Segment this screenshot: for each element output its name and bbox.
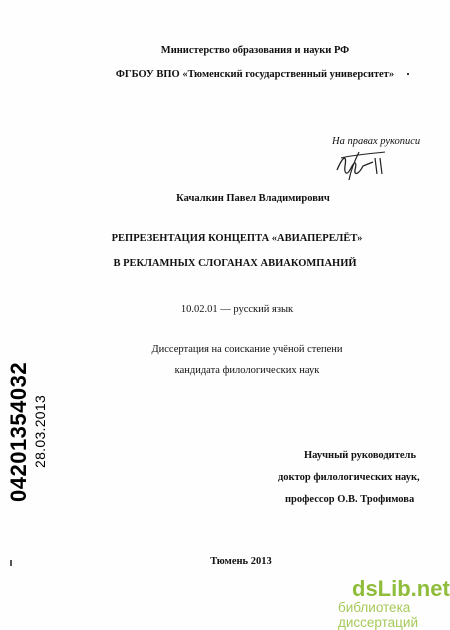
author-name: Качалкин Павел Владимирович	[176, 193, 330, 204]
library-stamp-date: 28.03.2013	[32, 394, 48, 468]
dissertation-degree-line-2: кандидата филологических наук	[174, 365, 320, 376]
scan-mark	[407, 73, 409, 75]
supervisor-label: Научный руководитель	[304, 450, 416, 461]
scan-mark	[10, 560, 12, 566]
title-line-1: РЕПРЕЗЕНТАЦИЯ КОНЦЕПТА «АВИАПЕРЕЛЁТ»	[111, 233, 363, 244]
specialty-code: 10.02.01 — русский язык	[180, 304, 294, 315]
supervisor-name: профессор О.В. Трофимова	[285, 494, 415, 505]
handwritten-signature	[333, 146, 393, 184]
manuscript-note: На правах рукописи	[332, 136, 421, 147]
watermark-logo: dsLib.net	[352, 576, 450, 601]
library-stamp-code: 04201354032	[6, 361, 31, 502]
ministry-heading: Министерство образования и науки РФ	[160, 45, 350, 56]
dissertation-degree-line-1: Диссертация на соискание учёной степени	[151, 344, 343, 355]
city-year: Тюмень 2013	[210, 556, 272, 567]
watermark-subtitle: библиотека диссертаций	[338, 600, 418, 630]
title-line-2: В РЕКЛАМНЫХ СЛОГАНАХ АВИАКОМПАНИЙ	[113, 258, 357, 269]
supervisor-degree: доктор филологических наук,	[278, 472, 420, 483]
university-heading: ФГБОУ ВПО «Тюменский государственный университет»	[115, 69, 395, 80]
